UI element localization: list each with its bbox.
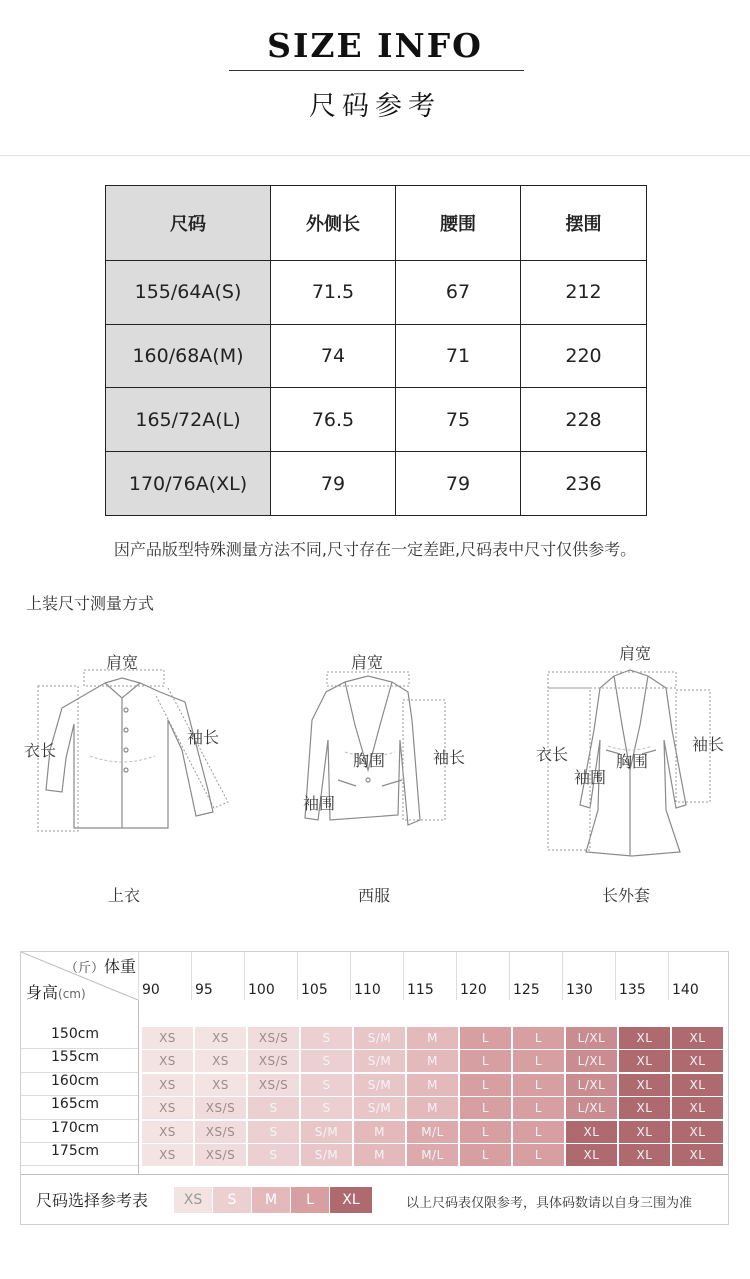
suit-name: 西服: [358, 886, 391, 905]
legend-swatch: L: [291, 1187, 329, 1213]
size-cell: L: [513, 1050, 564, 1072]
coat-shoulder-label: 肩宽: [619, 644, 652, 663]
suit-cuff-label: 袖围: [303, 794, 336, 813]
size-cell: S/M: [354, 1050, 405, 1072]
chart-horizontal-rule: [21, 1174, 728, 1175]
coat-length-label: 衣长: [536, 745, 569, 764]
size-cell: S/M: [354, 1074, 405, 1096]
weight-value: 140: [672, 982, 699, 998]
weight-unit: （斤）: [65, 961, 105, 976]
height-unit: (cm): [58, 987, 86, 1001]
weight-column: [668, 952, 721, 1000]
legend-swatch: XS: [174, 1187, 212, 1213]
row-waist: 71: [396, 324, 521, 388]
weight-value: 105: [301, 982, 328, 998]
size-cell: XL: [672, 1097, 723, 1119]
size-cell: XS/S: [195, 1121, 246, 1143]
row-outer-length: 74: [271, 324, 396, 388]
size-cell: XS: [142, 1027, 193, 1049]
size-cell: XL: [672, 1074, 723, 1096]
size-cell: XL: [619, 1074, 670, 1096]
size-cell: M/L: [407, 1144, 458, 1166]
size-cell: XS: [195, 1027, 246, 1049]
size-cell: L: [513, 1097, 564, 1119]
header-outer-length: 外侧长: [271, 186, 396, 261]
suit-chest-label: 胸围: [353, 751, 386, 770]
size-cell: S/M: [354, 1027, 405, 1049]
size-cell: L: [460, 1050, 511, 1072]
size-cell: L: [460, 1097, 511, 1119]
row-outer-length: 71.5: [271, 260, 396, 324]
size-cell: XL: [566, 1144, 617, 1166]
weight-column: [244, 952, 297, 1000]
table-row: [106, 452, 647, 516]
size-cell: L: [513, 1074, 564, 1096]
suit-shoulder-label: 肩宽: [351, 653, 384, 672]
legend-swatch: S: [213, 1187, 251, 1213]
weight-value: 90: [142, 982, 160, 998]
legend-note: 以上尺码表仅限参考，具体码数请以自身三围为准: [406, 1196, 693, 1211]
legend-swatch: M: [252, 1187, 290, 1213]
size-cell: L: [460, 1027, 511, 1049]
size-cell: XS/S: [248, 1027, 299, 1049]
size-cell: M: [407, 1074, 458, 1096]
row-size: 155/64A(S): [106, 260, 271, 324]
weight-column: [615, 952, 668, 1000]
height-value: 160cm: [51, 1072, 100, 1089]
weight-value: 125: [513, 982, 540, 998]
weight-value: 95: [195, 982, 213, 998]
weight-column: [403, 952, 456, 1000]
size-selection-chart: [20, 951, 729, 1225]
size-cell: S: [248, 1144, 299, 1166]
size-cell: XL: [619, 1097, 670, 1119]
row-outer-length: 76.5: [271, 388, 396, 452]
size-cell: XS/S: [195, 1097, 246, 1119]
height-value: 165cm: [51, 1096, 100, 1113]
size-cell: XL: [672, 1050, 723, 1072]
table-header-row: [106, 186, 647, 261]
row-hem: 220: [521, 324, 647, 388]
size-cell: S: [248, 1121, 299, 1143]
size-cell: M/L: [407, 1121, 458, 1143]
shirt-name: 上衣: [108, 886, 141, 905]
suit-sleeve-label: 袖长: [433, 748, 466, 767]
header-hem: 摆围: [521, 186, 647, 261]
weight-column: [509, 952, 562, 1000]
row-size: 160/68A(M): [106, 324, 271, 388]
size-cell: M: [354, 1144, 405, 1166]
size-cell: XS/S: [248, 1050, 299, 1072]
weight-value: 100: [248, 982, 275, 998]
shirt-sleeve-label: 袖长: [187, 728, 220, 747]
size-cell: S: [301, 1050, 352, 1072]
table-row: [106, 260, 647, 324]
weight-value: 120: [460, 982, 487, 998]
row-hem: 212: [521, 260, 647, 324]
height-value: 155cm: [51, 1049, 100, 1066]
size-cell: M: [354, 1121, 405, 1143]
size-cell: M: [407, 1050, 458, 1072]
size-cell: XL: [619, 1144, 670, 1166]
shirt-shoulder-label: 肩宽: [106, 653, 139, 672]
size-cell: L: [460, 1074, 511, 1096]
size-cell: XS: [195, 1074, 246, 1096]
size-cell: XL: [672, 1027, 723, 1049]
page-subtitle: 尺码参考: [309, 91, 441, 122]
size-cell: XS: [195, 1050, 246, 1072]
size-cell: L/XL: [566, 1074, 617, 1096]
measure-section-title: 上装尺寸测量方式: [26, 594, 155, 613]
height-row-separator: [21, 1165, 138, 1166]
size-cell: XS: [142, 1144, 193, 1166]
weight-column: [456, 952, 509, 1000]
weight-value: 115: [407, 982, 434, 998]
size-cell: L: [460, 1121, 511, 1143]
header-waist: 腰围: [396, 186, 521, 261]
coat-cuff-label: 袖围: [574, 768, 607, 787]
size-cell: S/M: [354, 1097, 405, 1119]
size-cell: S: [301, 1074, 352, 1096]
shirt-drawing: [46, 678, 213, 828]
header-size: 尺码: [106, 186, 271, 261]
coat-chest-label: 胸围: [616, 752, 649, 771]
size-cell: S: [301, 1097, 352, 1119]
size-cell: XL: [619, 1027, 670, 1049]
size-cell: L/XL: [566, 1027, 617, 1049]
height-label: 身高: [26, 983, 59, 1002]
size-cell: XL: [619, 1121, 670, 1143]
size-cell: L/XL: [566, 1097, 617, 1119]
legend-title: 尺码选择参考表: [36, 1191, 149, 1210]
size-disclaimer: 因产品版型特殊测量方法不同,尺寸存在一定差距,尺码表中尺寸仅供参考。: [113, 540, 637, 559]
row-hem: 236: [521, 452, 647, 516]
size-cell: XL: [619, 1050, 670, 1072]
weight-label: 体重: [104, 957, 137, 976]
size-cell: L: [513, 1144, 564, 1166]
size-cell: M: [407, 1027, 458, 1049]
size-cell: XL: [672, 1144, 723, 1166]
table-row: [106, 388, 647, 452]
shirt-length-label: 衣长: [24, 741, 57, 760]
size-cell: L: [513, 1121, 564, 1143]
section-divider: [0, 155, 750, 156]
table-row: [106, 324, 647, 388]
size-cell: M: [407, 1097, 458, 1119]
garment-diagrams: [0, 630, 750, 910]
weight-value: 110: [354, 982, 381, 998]
height-value: 175cm: [51, 1143, 100, 1159]
size-cell: XS: [142, 1074, 193, 1096]
weight-value: 130: [566, 982, 593, 998]
size-cell: S/M: [301, 1144, 352, 1166]
size-cell: L/XL: [566, 1050, 617, 1072]
weight-column: [138, 952, 191, 1000]
row-size: 165/72A(L): [106, 388, 271, 452]
weight-header: [65, 954, 136, 977]
legend-swatch: XL: [330, 1187, 372, 1213]
size-cell: S/M: [301, 1121, 352, 1143]
coat-name: 长外套: [602, 886, 651, 905]
size-cell: S: [301, 1027, 352, 1049]
weight-value: 135: [619, 982, 646, 998]
size-cell: XS/S: [195, 1144, 246, 1166]
weight-column: [297, 952, 350, 1000]
coat-sleeve-label: 袖长: [692, 735, 725, 754]
weight-column: [191, 952, 244, 1000]
size-cell: L: [513, 1027, 564, 1049]
size-cell: XS: [142, 1097, 193, 1119]
title-divider: [229, 70, 524, 71]
size-cell: XS: [142, 1121, 193, 1143]
size-table: [105, 185, 647, 516]
size-cell: XL: [672, 1121, 723, 1143]
size-cell: S: [248, 1097, 299, 1119]
row-outer-length: 79: [271, 452, 396, 516]
weight-column: [562, 952, 615, 1000]
size-cell: XL: [566, 1121, 617, 1143]
height-value: 150cm: [51, 1026, 100, 1042]
size-cell: XS/S: [248, 1074, 299, 1096]
height-header: [26, 980, 86, 1003]
row-size: 170/76A(XL): [106, 452, 271, 516]
size-cell: XS: [142, 1050, 193, 1072]
row-waist: 79: [396, 452, 521, 516]
row-waist: 75: [396, 388, 521, 452]
weight-column: [350, 952, 403, 1000]
row-waist: 67: [396, 260, 521, 324]
page-title: SIZE INFO: [267, 26, 483, 65]
row-hem: 228: [521, 388, 647, 452]
size-cell: L: [460, 1144, 511, 1166]
height-value: 170cm: [51, 1119, 100, 1136]
